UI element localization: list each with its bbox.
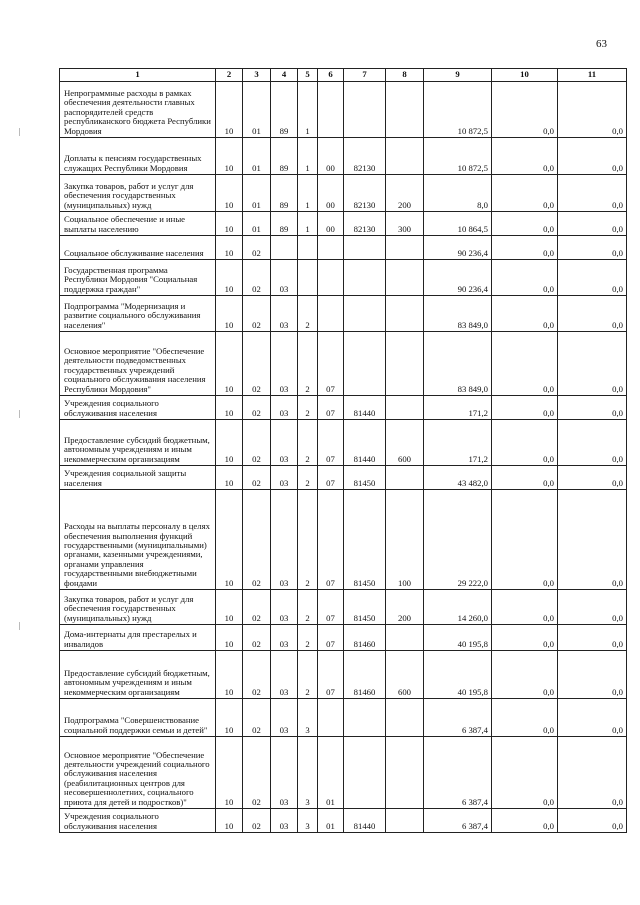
amount-year-3: 0,0	[558, 699, 627, 737]
subprogram-code: 1	[298, 212, 318, 236]
row-description: Социальное обслуживание населения	[60, 236, 216, 260]
row-description: Учреждения социальной защиты населения	[60, 466, 216, 490]
subsection-code: 02	[243, 466, 271, 490]
margin-mark	[19, 622, 20, 630]
subprogram-code: 2	[298, 651, 318, 699]
expense-type-code: 600	[386, 651, 424, 699]
program-code: 03	[271, 651, 298, 699]
row-description: Непрограммные расходы в рамках обеспечения деятельности главных распорядителей средств республиканского бюджета Республики Мордовия	[60, 82, 216, 138]
subsection-code: 02	[243, 396, 271, 420]
subprogram-code: 2	[298, 296, 318, 332]
expense-type-code	[386, 138, 424, 175]
budget-table	[59, 68, 627, 833]
column-header: 5	[298, 69, 318, 82]
target-code: 82130	[344, 212, 386, 236]
activity-code: 00	[318, 212, 344, 236]
amount-year-1: 10 872,5	[424, 82, 492, 138]
expense-type-code	[386, 332, 424, 396]
target-code: 81460	[344, 651, 386, 699]
row-description: Государственная программа Республики Мордовия "Социальная поддержка граждан"	[60, 260, 216, 296]
row-description: Подпрограмма "Совершенствование социальной поддержки семьи и детей"	[60, 699, 216, 737]
section-code: 10	[216, 82, 243, 138]
amount-year-1: 29 222,0	[424, 490, 492, 590]
column-header: 4	[271, 69, 298, 82]
amount-year-2: 0,0	[492, 651, 558, 699]
amount-year-3: 0,0	[558, 625, 627, 651]
target-code: 81440	[344, 420, 386, 466]
activity-code: 07	[318, 590, 344, 625]
activity-code: 07	[318, 466, 344, 490]
subsection-code: 02	[243, 420, 271, 466]
section-code: 10	[216, 260, 243, 296]
section-code: 10	[216, 625, 243, 651]
program-code: 03	[271, 396, 298, 420]
table-row	[60, 699, 627, 737]
subprogram-code: 1	[298, 175, 318, 212]
program-code: 03	[271, 420, 298, 466]
column-header: 11	[558, 69, 627, 82]
amount-year-2: 0,0	[492, 699, 558, 737]
table-row	[60, 138, 627, 175]
subprogram-code	[298, 260, 318, 296]
subprogram-code: 2	[298, 396, 318, 420]
target-code: 81440	[344, 809, 386, 833]
section-code: 10	[216, 590, 243, 625]
amount-year-1: 6 387,4	[424, 809, 492, 833]
amount-year-1: 90 236,4	[424, 236, 492, 260]
row-description: Дома-интернаты для престарелых и инвалидов	[60, 625, 216, 651]
column-header: 8	[386, 69, 424, 82]
table-row	[60, 590, 627, 625]
activity-code: 01	[318, 737, 344, 809]
amount-year-2: 0,0	[492, 212, 558, 236]
row-description: Основное мероприятие "Обеспечение деятельности подведомственных государственных учреждений социального обслуживания населения Республики Мордовия"	[60, 332, 216, 396]
program-code: 03	[271, 625, 298, 651]
row-description: Основное мероприятие "Обеспечение деятельности учреждений социального обслуживания населения (реабилитационных центров для несовершеннолетних, социального приюта для детей и подростков)"	[60, 737, 216, 809]
amount-year-3: 0,0	[558, 396, 627, 420]
expense-type-code	[386, 260, 424, 296]
amount-year-2: 0,0	[492, 737, 558, 809]
amount-year-1: 171,2	[424, 396, 492, 420]
program-code: 03	[271, 332, 298, 396]
amount-year-2: 0,0	[492, 82, 558, 138]
table-row	[60, 625, 627, 651]
section-code: 10	[216, 175, 243, 212]
activity-code: 00	[318, 138, 344, 175]
program-code	[271, 236, 298, 260]
amount-year-3: 0,0	[558, 490, 627, 590]
row-description: Социальное обеспечение и иные выплаты населению	[60, 212, 216, 236]
page-number: 63	[596, 38, 607, 50]
activity-code: 07	[318, 420, 344, 466]
program-code: 03	[271, 590, 298, 625]
amount-year-2: 0,0	[492, 490, 558, 590]
subsection-code: 02	[243, 809, 271, 833]
expense-type-code: 100	[386, 490, 424, 590]
column-header: 1	[60, 69, 216, 82]
expense-type-code	[386, 236, 424, 260]
row-description: Закупка товаров, работ и услуг для обеспечения государственных (муниципальных) нужд	[60, 175, 216, 212]
amount-year-1: 6 387,4	[424, 737, 492, 809]
target-code: 81460	[344, 625, 386, 651]
target-code	[344, 699, 386, 737]
expense-type-code	[386, 809, 424, 833]
table-row	[60, 490, 627, 590]
subsection-code: 02	[243, 236, 271, 260]
amount-year-1: 83 849,0	[424, 296, 492, 332]
table-row	[60, 296, 627, 332]
amount-year-3: 0,0	[558, 260, 627, 296]
amount-year-3: 0,0	[558, 420, 627, 466]
amount-year-1: 171,2	[424, 420, 492, 466]
program-code: 89	[271, 175, 298, 212]
expense-type-code	[386, 82, 424, 138]
amount-year-1: 14 260,0	[424, 590, 492, 625]
amount-year-1: 10 872,5	[424, 138, 492, 175]
subsection-code: 02	[243, 590, 271, 625]
target-code	[344, 260, 386, 296]
amount-year-2: 0,0	[492, 625, 558, 651]
table-row	[60, 260, 627, 296]
subsection-code: 02	[243, 651, 271, 699]
target-code	[344, 737, 386, 809]
section-code: 10	[216, 138, 243, 175]
section-code: 10	[216, 737, 243, 809]
program-code: 89	[271, 82, 298, 138]
amount-year-2: 0,0	[492, 260, 558, 296]
subprogram-code: 3	[298, 809, 318, 833]
expense-type-code	[386, 466, 424, 490]
row-description: Предоставление субсидий бюджетным, автономным учреждениям и иным некоммерческим организациям	[60, 420, 216, 466]
subsection-code: 01	[243, 212, 271, 236]
section-code: 10	[216, 466, 243, 490]
program-code: 89	[271, 212, 298, 236]
subsection-code: 02	[243, 260, 271, 296]
table-row	[60, 651, 627, 699]
subsection-code: 01	[243, 175, 271, 212]
amount-year-1: 83 849,0	[424, 332, 492, 396]
amount-year-3: 0,0	[558, 296, 627, 332]
activity-code	[318, 296, 344, 332]
activity-code: 01	[318, 809, 344, 833]
amount-year-3: 0,0	[558, 466, 627, 490]
column-header: 2	[216, 69, 243, 82]
row-description: Подпрограмма "Модернизация и развитие социального обслуживания населения"	[60, 296, 216, 332]
table-row	[60, 332, 627, 396]
amount-year-3: 0,0	[558, 651, 627, 699]
column-header: 9	[424, 69, 492, 82]
amount-year-2: 0,0	[492, 420, 558, 466]
section-code: 10	[216, 699, 243, 737]
target-code: 81450	[344, 466, 386, 490]
amount-year-3: 0,0	[558, 175, 627, 212]
amount-year-2: 0,0	[492, 332, 558, 396]
amount-year-2: 0,0	[492, 466, 558, 490]
activity-code: 07	[318, 332, 344, 396]
subsection-code: 02	[243, 332, 271, 396]
expense-type-code: 200	[386, 175, 424, 212]
subprogram-code: 1	[298, 82, 318, 138]
section-code: 10	[216, 651, 243, 699]
subprogram-code: 2	[298, 332, 318, 396]
table-row	[60, 175, 627, 212]
section-code: 10	[216, 236, 243, 260]
subprogram-code: 2	[298, 420, 318, 466]
margin-mark	[19, 410, 20, 418]
amount-year-1: 43 482,0	[424, 466, 492, 490]
amount-year-1: 8,0	[424, 175, 492, 212]
table-row	[60, 396, 627, 420]
amount-year-1: 90 236,4	[424, 260, 492, 296]
amount-year-2: 0,0	[492, 138, 558, 175]
activity-code	[318, 260, 344, 296]
amount-year-3: 0,0	[558, 236, 627, 260]
amount-year-2: 0,0	[492, 590, 558, 625]
section-code: 10	[216, 212, 243, 236]
subprogram-code: 2	[298, 625, 318, 651]
column-header: 3	[243, 69, 271, 82]
expense-type-code: 300	[386, 212, 424, 236]
subprogram-code: 2	[298, 490, 318, 590]
amount-year-3: 0,0	[558, 212, 627, 236]
amount-year-2: 0,0	[492, 396, 558, 420]
amount-year-3: 0,0	[558, 809, 627, 833]
program-code: 03	[271, 490, 298, 590]
row-description: Доплаты к пенсиям государственных служащих Республики Мордовия	[60, 138, 216, 175]
target-code: 81450	[344, 490, 386, 590]
expense-type-code	[386, 625, 424, 651]
column-header: 6	[318, 69, 344, 82]
target-code: 81440	[344, 396, 386, 420]
program-code: 89	[271, 138, 298, 175]
table-row	[60, 809, 627, 833]
target-code	[344, 236, 386, 260]
subsection-code: 02	[243, 737, 271, 809]
subsection-code: 01	[243, 138, 271, 175]
table-row	[60, 82, 627, 138]
amount-year-1: 10 864,5	[424, 212, 492, 236]
row-description: Закупка товаров, работ и услуг для обеспечения государственных (муниципальных) нужд	[60, 590, 216, 625]
column-header: 7	[344, 69, 386, 82]
activity-code: 07	[318, 396, 344, 420]
activity-code	[318, 82, 344, 138]
amount-year-1: 6 387,4	[424, 699, 492, 737]
program-code: 03	[271, 737, 298, 809]
column-header: 10	[492, 69, 558, 82]
target-code	[344, 296, 386, 332]
target-code	[344, 332, 386, 396]
activity-code: 07	[318, 651, 344, 699]
target-code	[344, 82, 386, 138]
activity-code	[318, 236, 344, 260]
table-row	[60, 236, 627, 260]
amount-year-3: 0,0	[558, 737, 627, 809]
table-row	[60, 466, 627, 490]
subprogram-code: 2	[298, 590, 318, 625]
subprogram-code	[298, 236, 318, 260]
subprogram-code: 1	[298, 138, 318, 175]
program-code: 03	[271, 699, 298, 737]
expense-type-code	[386, 396, 424, 420]
section-code: 10	[216, 296, 243, 332]
subprogram-code: 2	[298, 466, 318, 490]
activity-code: 00	[318, 175, 344, 212]
program-code: 03	[271, 466, 298, 490]
expense-type-code: 200	[386, 590, 424, 625]
subsection-code: 01	[243, 82, 271, 138]
amount-year-1: 40 195,8	[424, 651, 492, 699]
amount-year-3: 0,0	[558, 590, 627, 625]
program-code: 03	[271, 809, 298, 833]
section-code: 10	[216, 809, 243, 833]
subprogram-code: 3	[298, 699, 318, 737]
section-code: 10	[216, 490, 243, 590]
expense-type-code	[386, 737, 424, 809]
margin-mark	[19, 128, 20, 136]
amount-year-2: 0,0	[492, 296, 558, 332]
program-code: 03	[271, 296, 298, 332]
section-code: 10	[216, 420, 243, 466]
expense-type-code: 600	[386, 420, 424, 466]
subsection-code: 02	[243, 490, 271, 590]
subprogram-code: 3	[298, 737, 318, 809]
activity-code: 07	[318, 625, 344, 651]
amount-year-3: 0,0	[558, 332, 627, 396]
activity-code: 07	[318, 490, 344, 590]
subsection-code: 02	[243, 296, 271, 332]
row-description: Расходы на выплаты персоналу в целях обеспечения выполнения функций государственными (муниципальными) органами, казенными учреждениями, органами управления государственными внебюджетными фондами	[60, 490, 216, 590]
section-code: 10	[216, 396, 243, 420]
target-code: 81450	[344, 590, 386, 625]
amount-year-3: 0,0	[558, 138, 627, 175]
program-code: 03	[271, 260, 298, 296]
subsection-code: 02	[243, 699, 271, 737]
amount-year-2: 0,0	[492, 236, 558, 260]
table-header-row	[60, 69, 627, 82]
target-code: 82130	[344, 175, 386, 212]
target-code: 82130	[344, 138, 386, 175]
subsection-code: 02	[243, 625, 271, 651]
table-row	[60, 420, 627, 466]
section-code: 10	[216, 332, 243, 396]
amount-year-2: 0,0	[492, 809, 558, 833]
expense-type-code	[386, 296, 424, 332]
expense-type-code	[386, 699, 424, 737]
activity-code	[318, 699, 344, 737]
table-row	[60, 737, 627, 809]
row-description: Учреждения социального обслуживания населения	[60, 396, 216, 420]
row-description: Предоставление субсидий бюджетным, автономным учреждениям и иным некоммерческим организациям	[60, 651, 216, 699]
row-description: Учреждения социального обслуживания населения	[60, 809, 216, 833]
table-row	[60, 212, 627, 236]
amount-year-1: 40 195,8	[424, 625, 492, 651]
amount-year-2: 0,0	[492, 175, 558, 212]
amount-year-3: 0,0	[558, 82, 627, 138]
